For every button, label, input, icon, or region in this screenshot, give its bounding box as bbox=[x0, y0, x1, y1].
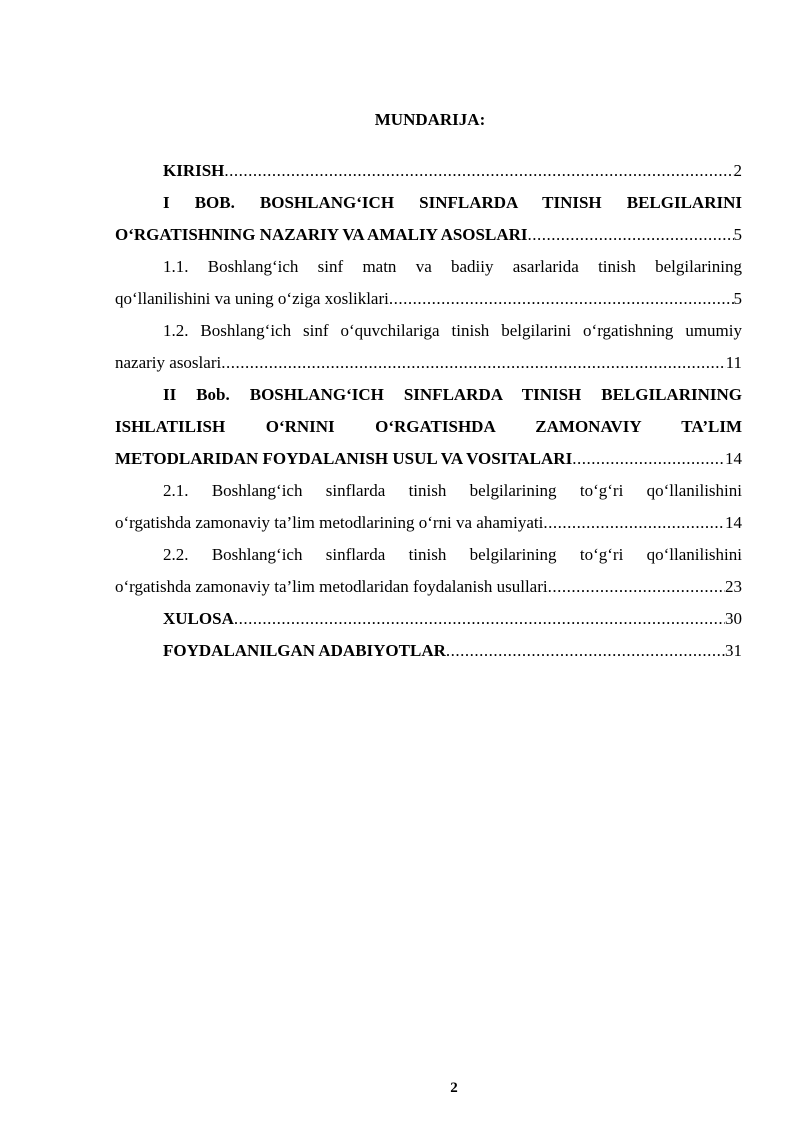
toc-entry-title: nazariy asoslari bbox=[115, 353, 222, 372]
toc-entry-title: 1.1. Boshlang‘ich sinf matn va badiiy asarlarida tinish belgilarining bbox=[163, 257, 742, 276]
dot-leader bbox=[224, 155, 733, 187]
toc-entry-title: FOYDALANILGAN ADABIYOTLAR bbox=[163, 641, 446, 660]
toc-entry-title: I BOB. BOSHLANG‘ICH SINFLARDA TINISH BELGILARINI bbox=[163, 193, 742, 212]
toc-entry-title: o‘rgatishda zamonaviy ta’lim metodlaridan foydalanish usullari bbox=[115, 577, 548, 596]
toc-heading: MUNDARIJA: bbox=[374, 110, 486, 129]
dot-leader bbox=[548, 571, 725, 603]
table-of-contents bbox=[115, 155, 742, 667]
toc-entry bbox=[115, 251, 742, 315]
toc-entry-title: 2.1. Boshlang‘ich sinflarda tinish belgilarining to‘g‘ri qo‘llanilishini bbox=[163, 481, 742, 500]
toc-entry-page: 11 bbox=[725, 353, 742, 372]
toc-entry bbox=[115, 603, 742, 635]
page-number: 2 bbox=[450, 1080, 458, 1096]
toc-entry-title: 2.2. Boshlang‘ich sinflarda tinish belgilarining to‘g‘ri qo‘llanilishini bbox=[163, 545, 742, 564]
toc-entry-title: ISHLATILISH O‘RNINI O‘RGATISHDA ZAMONAVIY TA’LIM bbox=[115, 417, 742, 436]
toc-entry-title: o‘rgatishda zamonaviy ta’lim metodlarining o‘rni va ahamiyati bbox=[115, 513, 544, 532]
dot-leader bbox=[389, 283, 734, 315]
dot-leader bbox=[221, 347, 725, 379]
dot-leader bbox=[528, 219, 734, 251]
toc-entry bbox=[115, 475, 742, 539]
toc-entry-page: 23 bbox=[725, 577, 742, 596]
toc-entry-title: KIRISH bbox=[163, 161, 225, 180]
toc-entry-page: 30 bbox=[725, 609, 742, 628]
toc-entry-page: 14 bbox=[725, 449, 742, 468]
toc-entry-page: 2 bbox=[733, 161, 742, 180]
toc-entry-title: METODLARIDAN FOYDALANISH USUL VA VOSITALARI bbox=[115, 449, 573, 468]
toc-entry-title: O‘RGATISHNING NAZARIY VA AMALIY ASOSLARI bbox=[115, 225, 528, 244]
toc-entry-page: 31 bbox=[725, 641, 742, 660]
toc-entry-title: 1.2. Boshlang‘ich sinf o‘quvchilariga tinish belgilarini o‘rgatishning umumiy bbox=[163, 321, 742, 340]
toc-entry bbox=[115, 379, 742, 475]
toc-entry-title: qo‘llanilishini va uning o‘ziga xosliklari bbox=[115, 289, 389, 308]
dot-leader bbox=[234, 603, 725, 635]
dot-leader bbox=[543, 507, 725, 539]
toc-entry-title: II Bob. BOSHLANG‘ICH SINFLARDA TINISH BELGILARINING bbox=[163, 385, 742, 404]
toc-entry bbox=[115, 155, 742, 187]
toc-entry-title: XULOSA bbox=[163, 609, 234, 628]
dot-leader bbox=[572, 443, 725, 475]
dot-leader bbox=[446, 635, 725, 667]
toc-entry bbox=[115, 539, 742, 603]
toc-entry bbox=[115, 315, 742, 379]
toc-entry-page: 5 bbox=[733, 225, 742, 244]
toc-entry bbox=[115, 187, 742, 251]
toc-entry-page: 14 bbox=[725, 513, 742, 532]
toc-entry-page: 5 bbox=[733, 289, 742, 308]
toc-entry bbox=[115, 635, 742, 667]
